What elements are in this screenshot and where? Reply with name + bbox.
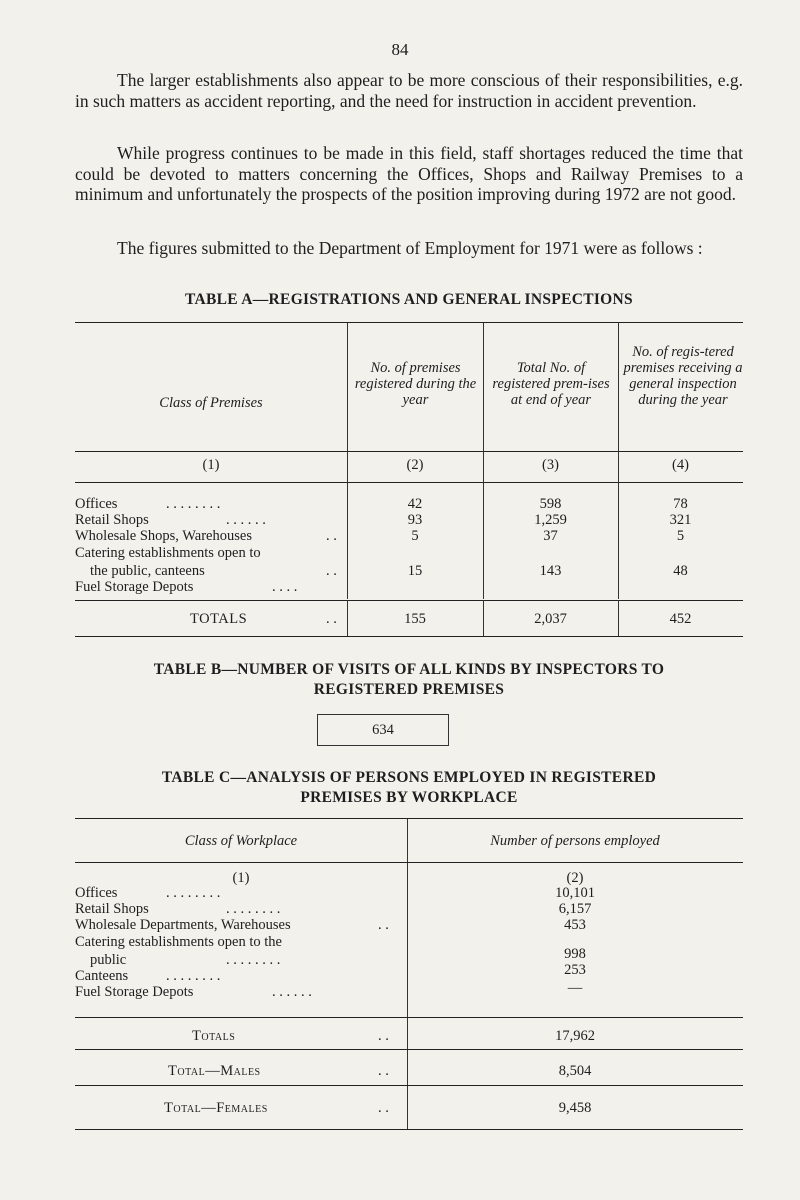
table-a-header-inspected: No. of regis-tered premises receiving a general inspection during the year	[623, 344, 743, 408]
table-a-colnum-1: (1)	[202, 457, 220, 473]
table-b-title-line2: REGISTERED PREMISES	[313, 681, 505, 698]
paragraph-2: While progress continues to be made in this field, staff shortages reduced the time that could be devoted to matters concerning the Offices, Shops and Railway Premises to a minimum and unfortunately the prospects of the position improving during 1972 are not good.	[75, 143, 743, 204]
totals-label: TOTALS	[190, 611, 248, 627]
cell-inspected: 321	[669, 512, 692, 528]
leader-dots: . .	[326, 528, 337, 544]
table-c-title-line2: PREMISES BY WORKPLACE	[300, 789, 518, 806]
cell-total: 143	[539, 563, 562, 579]
leader-dots: . . . . . .	[226, 512, 266, 528]
total-females: 9,458	[558, 1100, 592, 1116]
cell-persons: 453	[564, 917, 586, 933]
leader-dots: . . . . . . . .	[166, 496, 221, 512]
paragraph-1: The larger establishments also appear to be more conscious of their responsibilities, e.g. in such matters as accident reporting, and the need for instruction in accident prevention.	[75, 70, 743, 111]
females-label: Total—Females	[164, 1100, 268, 1116]
total-registered: 155	[404, 611, 426, 627]
cell-persons: 10,101	[555, 885, 595, 901]
cell-persons: 6,157	[558, 901, 592, 917]
row-label: the public, canteens	[90, 563, 205, 579]
leader-dots: . .	[378, 917, 389, 933]
cell-total: 598	[539, 496, 562, 512]
leader-dots: . .	[378, 1063, 389, 1079]
row-label: Catering establishments open to the	[75, 934, 282, 950]
row-label: Offices	[75, 496, 118, 512]
row-label: Wholesale Departments, Warehouses	[75, 917, 291, 933]
table-c-top-rule	[75, 818, 743, 819]
cell-inspected: 78	[673, 496, 688, 512]
table-a-col-divider-2	[483, 323, 484, 451]
table-a-bottom-rule	[75, 636, 743, 637]
leader-dots: . . . . . . . .	[226, 952, 281, 968]
table-a-body-divider-1	[347, 482, 348, 599]
total-males: 8,504	[558, 1063, 592, 1079]
table-a-colnum-rule	[75, 482, 743, 483]
table-b-title-line1: TABLE B—NUMBER OF VISITS OF ALL KINDS BY INSPECTORS TO	[153, 661, 665, 678]
table-a-body-divider-3	[618, 482, 619, 599]
table-c-males-rule	[75, 1049, 743, 1050]
table-a-title: TABLE A—REGISTRATIONS AND GENERAL INSPECTIONS	[185, 291, 633, 308]
table-a-header-class: Class of Premises	[159, 395, 263, 411]
cell-persons: 998	[564, 946, 586, 962]
cell-total: 37	[543, 528, 558, 544]
table-a-col-divider-3	[618, 323, 619, 451]
table-c-bottom-rule	[75, 1129, 743, 1130]
table-c-totals-rule	[75, 1017, 743, 1018]
table-c-colnum-2: (2)	[566, 870, 584, 886]
total-premises: 2,037	[534, 611, 567, 627]
row-label: Retail Shops	[75, 901, 149, 917]
table-a-colnum-3: (3)	[542, 457, 559, 473]
leader-dots: . . . . . . . .	[166, 968, 221, 984]
table-c-title-line1: TABLE C—ANALYSIS OF PERSONS EMPLOYED IN REGISTERED	[161, 769, 657, 786]
row-label: Catering establishments open to	[75, 545, 261, 561]
cell-persons: 253	[564, 962, 586, 978]
total-persons: 17,962	[555, 1028, 595, 1044]
table-a-top-rule	[75, 322, 743, 323]
leader-dots: . . . .	[272, 579, 298, 595]
table-c-females-rule	[75, 1085, 743, 1086]
cell-total: 1,259	[534, 512, 567, 528]
row-label: public	[90, 952, 127, 968]
table-c-header-number: Number of persons employed	[490, 833, 660, 849]
table-a-header-total: Total No. of registered prem-ises at end of year	[492, 360, 610, 408]
leader-dots: . . . . . .	[272, 984, 312, 1000]
leader-dots: . .	[326, 563, 337, 579]
table-a-body-divider-2	[483, 482, 484, 599]
table-a-colnum-4: (4)	[672, 457, 689, 473]
total-inspected: 452	[669, 611, 692, 627]
row-label: Fuel Storage Depots	[75, 579, 194, 595]
cell-inspected: 48	[673, 563, 688, 579]
cell-persons: —	[567, 980, 583, 996]
cell-registered: 93	[407, 512, 423, 528]
table-c-header-rule	[75, 862, 743, 863]
males-label: Total—Males	[168, 1063, 261, 1079]
leader-dots: . .	[378, 1028, 389, 1044]
cell-registered: 5	[411, 528, 419, 544]
table-a-col-divider-1	[347, 323, 348, 451]
table-c-header-class: Class of Workplace	[184, 833, 298, 849]
cell-registered: 15	[407, 563, 423, 579]
row-label: Canteens	[75, 968, 129, 984]
paragraph-3: The figures submitted to the Department of Employment for 1971 were as follows :	[117, 238, 703, 258]
cell-inspected: 5	[676, 528, 685, 544]
table-a-colnum-2: (2)	[406, 457, 424, 473]
totals-label: Totals	[192, 1028, 236, 1044]
leader-dots: . .	[378, 1100, 389, 1116]
table-a-totals-rule	[75, 600, 743, 601]
table-a-header-registered: No. of premises registered during the year	[354, 360, 477, 408]
table-c-colnum-1: (1)	[232, 870, 250, 886]
row-label: Offices	[75, 885, 118, 901]
page-number: 84	[391, 40, 409, 59]
leader-dots: . .	[326, 611, 337, 627]
table-b-value-box: 634	[317, 714, 449, 746]
table-a-header-rule	[75, 451, 743, 452]
row-label: Wholesale Shops, Warehouses	[75, 528, 252, 544]
row-label: Retail Shops	[75, 512, 149, 528]
leader-dots: . . . . . . . .	[226, 901, 281, 917]
leader-dots: . . . . . . . .	[166, 885, 221, 901]
row-label: Fuel Storage Depots	[75, 984, 194, 1000]
cell-registered: 42	[407, 496, 423, 512]
